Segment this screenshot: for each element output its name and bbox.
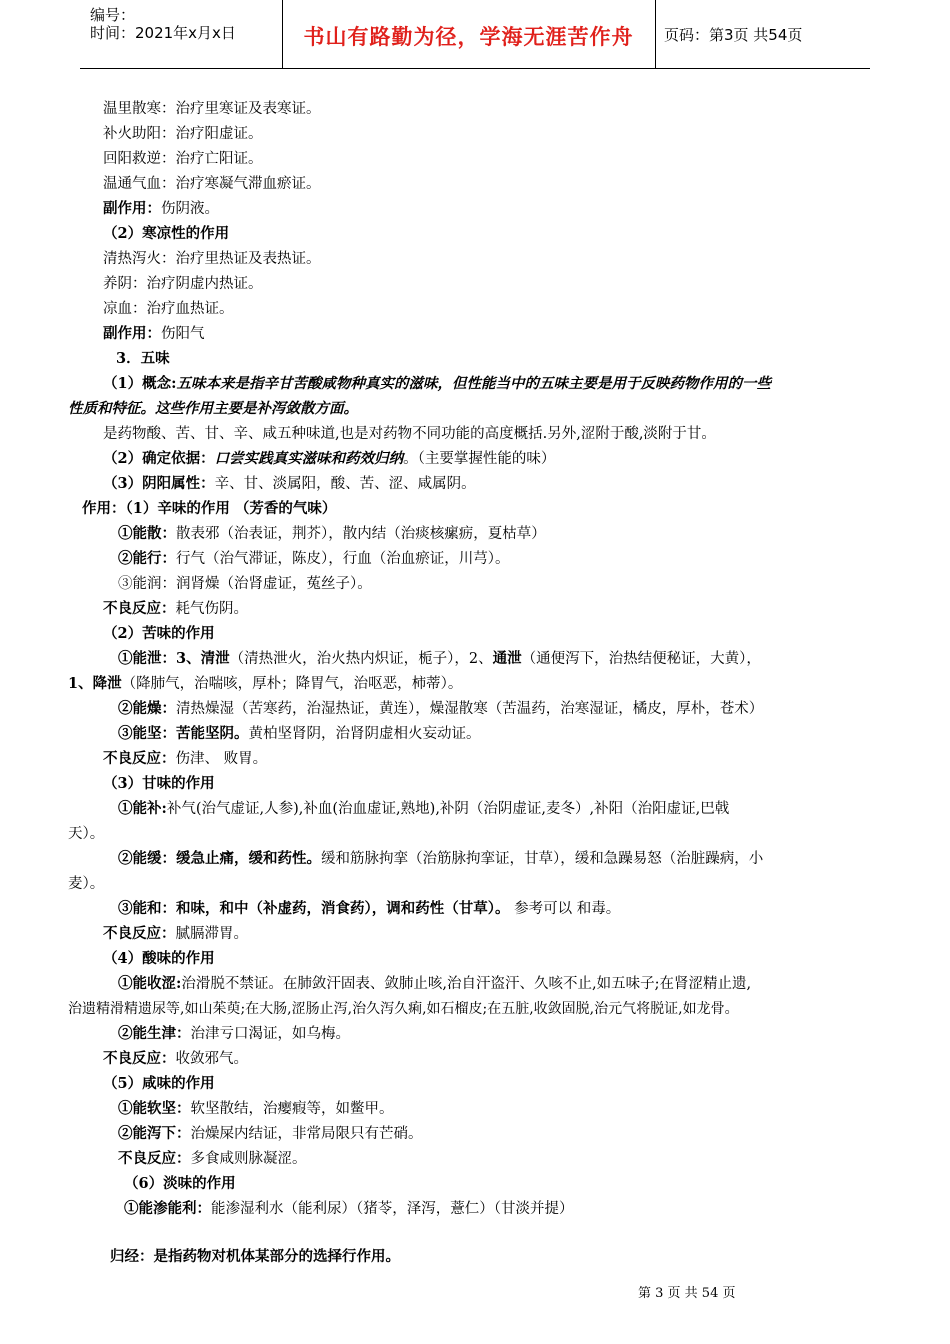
definition: 治燥屎内结证，非常局限只有芒硝。 (190, 1126, 423, 1142)
definition: 腻膈滞胃。 (175, 926, 248, 942)
term: ①能散： (118, 525, 176, 542)
term: ②能缓：缓急止痛，缓和药性。 (118, 850, 321, 867)
term: ①能收涩: (118, 975, 182, 992)
section-heading: 3．五味 (116, 350, 170, 367)
text-line (118, 849, 763, 869)
text-line (118, 1124, 423, 1144)
definition: 伤阳气 (161, 326, 205, 342)
text-line (118, 699, 763, 719)
text-line: 清热泻火：治疗里热证及表热证。 (103, 251, 321, 267)
term: 1、降泄 (68, 675, 122, 692)
text-line: 温通气血：治疗寒凝气滞血瘀证。 (103, 176, 321, 192)
definition: 收敛邪气。 (175, 1051, 248, 1067)
definition: 黄柏坚肾阴，治肾阴虚相火妄动证。 (248, 726, 481, 742)
definition: 辛、甘、淡属阳，酸、苦、涩、咸属阴。 (214, 476, 476, 492)
text-line: 温里散寒：治疗里寒证及表寒证。 (103, 101, 321, 117)
text-line (103, 449, 555, 469)
section-heading: （3）甘味的作用 (103, 775, 215, 792)
term: （2）确定依据： (103, 450, 215, 467)
text-line: 天）。 (68, 826, 105, 842)
section-heading: （2）苦味的作用 (103, 625, 215, 642)
page-label: 页码：第3页 共54页 (664, 26, 803, 44)
text-line (68, 674, 462, 694)
definition: 能渗湿利水（能利尿）（猪苓，泽泻，薏仁）（甘淡并提） (211, 1201, 574, 1217)
term: 副作用： (103, 200, 161, 217)
text-line (103, 599, 248, 619)
text-line: 回阳救逆：治疗亡阳证。 (103, 151, 263, 167)
term: ③能坚：苦能坚阴。 (118, 725, 249, 742)
header-center-cell (282, 0, 656, 68)
text-line: 补火助阳：治疗阳虚证。 (103, 126, 263, 142)
text-line: 养阴：治疗阴虚内热证。 (103, 276, 263, 292)
term: （3）阴阳属性： (103, 475, 215, 492)
text-line: 性质和特征。这些作用主要是补泻敛散方面。 (68, 400, 358, 417)
text-line: 麦）。 (68, 876, 105, 892)
text-line (103, 374, 771, 394)
header-motto: 书山有路勤为径，学海无涯苦作舟 (303, 25, 634, 49)
term: ①能补: (118, 800, 167, 817)
definition: 伤津、 败胃。 (175, 751, 268, 767)
term: ①能泄：3、清泄 (118, 650, 230, 667)
term: 副作用： (103, 325, 161, 342)
section-heading: 归经：是指药物对机体某部分的选择行作用。 (110, 1248, 400, 1265)
term: （1）概念: (103, 375, 177, 392)
text-line: ③能润：润肾燥（治肾虚证，菟丝子）。 (118, 576, 372, 592)
number-label: 编号： (90, 6, 136, 24)
term: 不良反应： (118, 1150, 191, 1167)
text-line: 是药物酸、苦、甘、辛、咸五种味道,也是对药物不同功能的高度概括.另外,涩附于酸,淡附于甘。 (103, 426, 716, 442)
section-heading: （2）寒凉性的作用 (103, 225, 230, 242)
term: 不良反应： (103, 600, 176, 617)
term: ②能行： (118, 550, 176, 567)
text-line (118, 1149, 307, 1169)
section-heading: （4）酸味的作用 (103, 950, 215, 967)
definition: （降肺气，治喘咳，厚朴；降胃气，治呕恶，柿蒂）。 (121, 676, 463, 692)
term: ③能和：和味，和中（补虚药，消食药），调和药性（甘草）。 (118, 900, 510, 917)
time-label: 时间：2021年x月x日 (90, 24, 236, 42)
page-footer: 第 3 页 共 54 页 (638, 1286, 736, 1301)
page-header (80, 0, 870, 69)
section-heading: （6）淡味的作用 (124, 1175, 236, 1192)
header-right-cell (656, 0, 870, 68)
definition: 治滑脱不禁证。在肺敛汗固表、敛肺止咳,治自汗盗汗、久咳不止,如五味子;在肾涩精止遗, (181, 976, 752, 992)
text-line (103, 1049, 248, 1069)
note: 。（主要掌握性能的味） (403, 451, 556, 467)
emphasis: 口尝实践真实滋味和药效归纳 (214, 450, 404, 467)
section-heading: （5）咸味的作用 (103, 1075, 215, 1092)
text-line (118, 524, 546, 544)
definition: （通便泻下，治热结便秘证，大黄）， (521, 651, 761, 667)
term: ①能软坚： (118, 1100, 191, 1117)
term: ②能燥： (118, 700, 176, 717)
definition: 补气(治气虚证,人参),补血(治血虚证,熟地),补阴（治阴虚证,麦冬）,补阳（治阳虚证,巴戟 (166, 801, 730, 817)
definition: 散表邪（治表证，荆芥），散内结（治痰核瘰疬，夏枯草） (176, 526, 546, 542)
text-line (103, 749, 267, 769)
term: ②能泻下： (118, 1125, 191, 1142)
text-line (118, 724, 481, 744)
definition: 伤阴液。 (161, 201, 219, 217)
text-line (118, 799, 729, 819)
section-heading: 作用：（1）辛味的作用 （芳香的气味） (82, 500, 337, 517)
term: ②能生津： (118, 1025, 191, 1042)
definition: 软坚散结，治瘿瘕等，如鳖甲。 (190, 1101, 394, 1117)
text-line (118, 1024, 350, 1044)
text-line (118, 549, 510, 569)
text-line: 治遗精滑精遗尿等,如山茱萸;在大肠,涩肠止泻,治久泻久痢,如石榴皮;在五脏,收敛固脱,治元气将脱证,如龙骨。 (68, 1001, 739, 1017)
definition: （清热泄火，治火热内炽证，栀子），2、 (229, 651, 493, 667)
definition: 行气（治气滞证，陈皮），行血（治血瘀证，川芎）。 (176, 551, 510, 567)
text-line (118, 899, 620, 919)
definition: 耗气伤阴。 (175, 601, 248, 617)
text-line (103, 199, 219, 219)
text-line (124, 1199, 574, 1219)
term: 不良反应： (103, 925, 176, 942)
definition: 清热燥湿（苦寒药，治湿热证，黄连），燥湿散寒（苦温药，治寒湿证，橘皮，厚朴，苍术） (176, 701, 764, 717)
term: 不良反应： (103, 1050, 176, 1067)
text-line (103, 474, 476, 494)
definition: 治津亏口渴证，如乌梅。 (190, 1026, 350, 1042)
term: ①能渗能利： (124, 1200, 211, 1217)
term: 不良反应： (103, 750, 176, 767)
text-line (103, 924, 248, 944)
text-line (103, 324, 205, 344)
definition: 参考可以 和毒。 (509, 901, 621, 917)
text-line: 凉血：治疗血热证。 (103, 301, 234, 317)
text-line (118, 649, 761, 669)
definition: 五味本来是指辛甘苦酸咸物种真实的滋味，但性能当中的五味主要是用于反映药物作用的一些 (176, 375, 771, 392)
header-left-cell (80, 0, 283, 68)
definition: 缓和筋脉拘挛（治筋脉拘挛证，甘草），缓和急躁易怒（治脏躁病，小 (321, 851, 764, 867)
term: 通泄 (492, 650, 522, 667)
text-line (118, 974, 751, 994)
definition: 多食咸则脉凝涩。 (190, 1151, 307, 1167)
text-line (118, 1099, 394, 1119)
